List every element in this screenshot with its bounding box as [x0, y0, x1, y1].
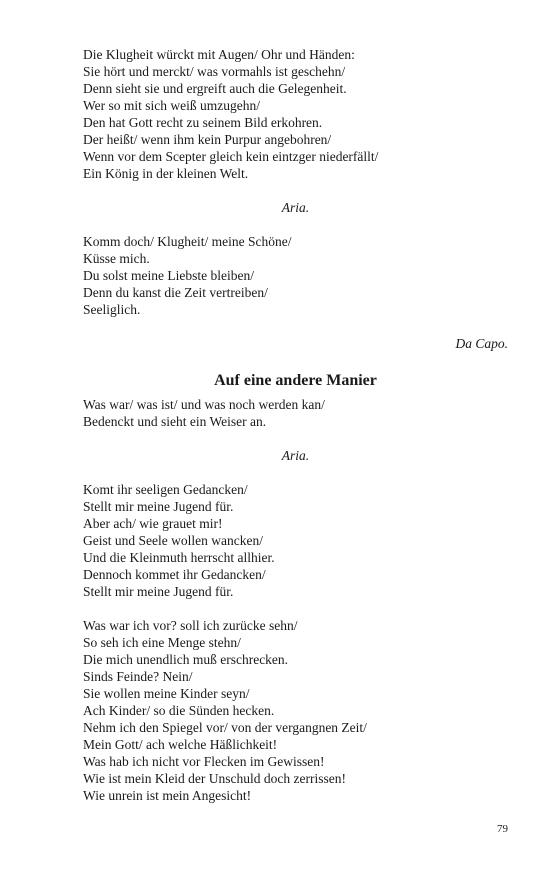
page-body — [83, 46, 508, 804]
aria-label: Aria. — [281, 200, 310, 215]
verse-line: Wer so mit sich weiß umzugehn/ — [83, 98, 261, 113]
aria-1 — [83, 233, 508, 318]
intro — [83, 396, 508, 430]
verse-line: So seh ich eine Menge stehn/ — [83, 635, 241, 650]
verse-line: Denn sieht sie und ergreift auch die Gelegenheit. — [83, 81, 347, 96]
page-number: 79 — [497, 823, 508, 835]
verse-line: Was war ich vor? soll ich zurücke sehn/ — [83, 618, 298, 633]
aria-2 — [83, 481, 508, 600]
verse-line: Die mich unendlich muß erschrecken. — [83, 652, 289, 667]
verse-line: Wie unrein ist mein Angesicht! — [83, 788, 252, 803]
verse-line: Du solst meine Liebste bleiben/ — [83, 268, 254, 283]
section-heading: Auf eine andere Manier — [214, 372, 377, 389]
aria-label: Aria. — [281, 448, 310, 463]
verse-line: Den hat Gott recht zu seinem Bild erkohren. — [83, 115, 323, 130]
verse-line: Wie ist mein Kleid der Unschuld doch zerrissen! — [83, 771, 347, 786]
verse-line: Was hab ich nicht vor Flecken im Gewissen! — [83, 754, 325, 769]
verse-line: Ach Kinder/ so die Sünden hecken. — [83, 703, 275, 718]
verse-line: Stellt mir meine Jugend für. — [83, 584, 234, 599]
verse-line: Küsse mich. — [83, 251, 150, 266]
verse-line: Seeliglich. — [83, 302, 141, 317]
verse-line: Der heißt/ wenn ihm kein Purpur angebohren/ — [83, 132, 332, 147]
verse-line: Komt ihr seeligen Gedancken/ — [83, 482, 248, 497]
verse-line: Nehm ich den Spiegel vor/ von der vergangnen Zeit/ — [83, 720, 367, 735]
verse-line: Was war/ was ist/ und was noch werden kan/ — [83, 397, 325, 412]
verse-line: Wenn vor dem Scepter gleich kein eintzger niederfällt/ — [83, 149, 379, 164]
verse-line: Dennoch kommet ihr Gedancken/ — [83, 567, 266, 582]
verse-line: Denn du kanst die Zeit vertreiben/ — [83, 285, 268, 300]
verse-line: Stellt mir meine Jugend für. — [83, 499, 234, 514]
verse-line: Sie hört und merckt/ was vormahls ist geschehn/ — [83, 64, 346, 79]
verse-line: Sinds Feinde? Nein/ — [83, 669, 193, 684]
verse-line: Mein Gott/ ach welche Häßlichkeit! — [83, 737, 278, 752]
verse-line: Bedenckt und sieht ein Weiser an. — [83, 414, 267, 429]
verse-line: Aber ach/ wie grauet mir! — [83, 516, 223, 531]
verse-line: Ein König in der kleinen Welt. — [83, 166, 249, 181]
stanza-1 — [83, 46, 508, 182]
da-capo-marking: Da Capo. — [455, 336, 508, 351]
verse-line: Geist und Seele wollen wancken/ — [83, 533, 263, 548]
verse-line: Sie wollen meine Kinder seyn/ — [83, 686, 250, 701]
verse-line: Komm doch/ Klugheit/ meine Schöne/ — [83, 234, 292, 249]
verse-line: Und die Kleinmuth herrscht allhier. — [83, 550, 275, 565]
stanza-2 — [83, 617, 508, 804]
verse-line: Die Klugheit würckt mit Augen/ Ohr und Händen: — [83, 47, 355, 62]
